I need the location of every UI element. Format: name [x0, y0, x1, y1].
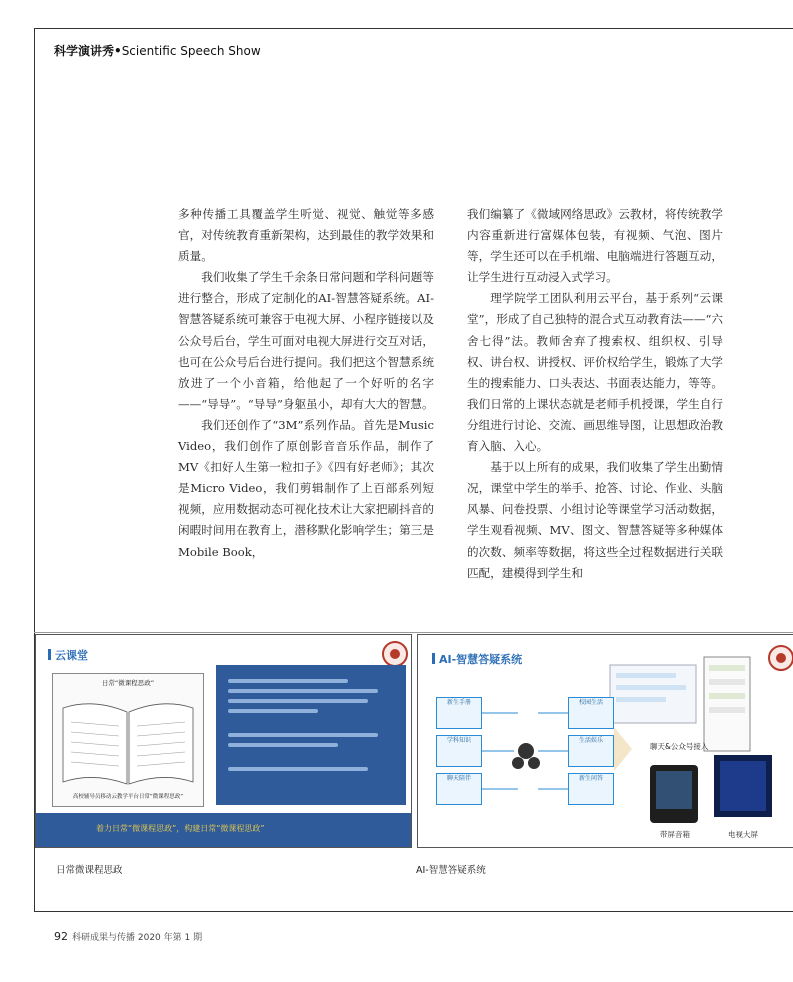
node-life-entertainment: 生活娱乐: [568, 735, 614, 767]
node-new-student-qa: 新生问答: [568, 773, 614, 805]
header-dot: •: [114, 44, 122, 58]
header-title-en: Scientific Speech Show: [121, 44, 261, 58]
right-paragraph-2: 理学院学工团队利用云平台，基于系列“云课堂”，形成了自己独特的混合式互动教育法——“六舍七得”法。教师舍弃了搜索权、组织权、引导权、讲台权、讲授权、评价权给学生，锻炼了大学生的搜索能力、口头表达、书面表达能力，等等。我们日常的上课状态就是老师手机授课，学生自行分组进行讨论、交流、画思维导图，让思想政治教育入脑、入心。: [467, 291, 723, 454]
left-paragraph-2: 我们收集了学生千余条日常问题和学科问题等进行整合，形成了定制化的AI-智慧答疑系统。AI-智慧答疑系统可兼容于电视大屏、小程序链接以及公众号后台，学生可面对电视大屏进行交互对话，也可在公众号后台进行提问。我们把这个智慧系统放进了一个小音箱，给他起了一个好听的名字——“导导”。“导导”身躯虽小，却有大大的智慧。: [178, 270, 434, 411]
figure1-bottom-bar: [36, 813, 411, 847]
figure1-diagram: [52, 673, 204, 807]
running-header: [54, 42, 261, 59]
figure1-slide-title: 云课堂: [48, 647, 88, 663]
node-chat-companion: 聊天陪伴: [436, 773, 482, 805]
left-column: [178, 204, 434, 563]
right-column: [467, 204, 723, 584]
node-subject-knowledge: 学科知识: [436, 735, 482, 767]
page-number: 92: [54, 930, 68, 943]
node-new-student-manual: 新生手册: [436, 697, 482, 729]
page-footer: [54, 930, 202, 943]
node-campus-life: 校园生活: [568, 697, 614, 729]
label-tv-screen: 电视大屏: [728, 830, 758, 839]
journal-info: 科研成果与传播 2020 年第 1 期: [72, 933, 203, 943]
figure-separator: [34, 632, 793, 633]
figure2-caption: AI-智慧答疑系统: [416, 865, 486, 876]
figure1-diagram-caption: 高校辅导员移动云教学平台日常“微课程思政”: [72, 794, 184, 800]
figure1-caption: 日常微课程思政: [56, 865, 123, 876]
university-seal-icon: [382, 641, 408, 667]
right-paragraph-3: 基于以上所有的成果，我们收集了学生出勤情况，课堂中学生的举手、抢答、讨论、作业、头脑风暴、问卷投票、小组讨论等课堂学习活动数据，学生观看视频、MV、图文、智慧答疑等多种媒体的次数、频率等数据，将这些全过程数据进行关联匹配，建模得到学生和: [467, 460, 723, 580]
figure1-bottom-text: 着力日常“微课程思政”，构建日常“微课程思政”: [96, 824, 265, 833]
left-paragraph-3: 我们还创作了“3M”系列作品。首先是Music Video，我们创作了原创影音音乐作品，制作了MV《扣好人生第一粒扣子》《四有好老师》；其次是Micro Video，我们剪辑制作了上百部系列短视频，应用数据动态可视化技术让大家把刷抖音的闲暇时间用在教育上，潜移默化影响学生；第三是Mobile Book，: [178, 417, 434, 559]
figure1-diagram-title: 日常“微课程思政”: [101, 679, 155, 687]
header-title-cn: 科学演讲秀: [54, 44, 115, 58]
figure-cloud-classroom: [35, 634, 412, 848]
right-paragraph-1: 我们编纂了《微域网络思政》云教材，将传统教学内容重新进行富媒体包装，有视频、气泡、图片等，学生还可以在手机端、电脑端进行答题互动，让学生进行互动浸入式学习。: [467, 207, 723, 285]
label-screen-speaker: 带屏音箱: [660, 830, 690, 839]
figure1-text-panel: [216, 665, 406, 805]
left-paragraph-1: 多种传播工具覆盖学生听觉、视觉、触觉等多感官，对传统教育重新架构，达到最佳的教学效果和质量。: [178, 207, 434, 264]
label-chat-access: 聊天&公众号接入: [650, 742, 709, 751]
figure-ai-qa-system: [417, 634, 793, 848]
figure2-slide-title: AI-智慧答疑系统: [432, 651, 522, 667]
figure1-book-graphic: [53, 688, 203, 798]
